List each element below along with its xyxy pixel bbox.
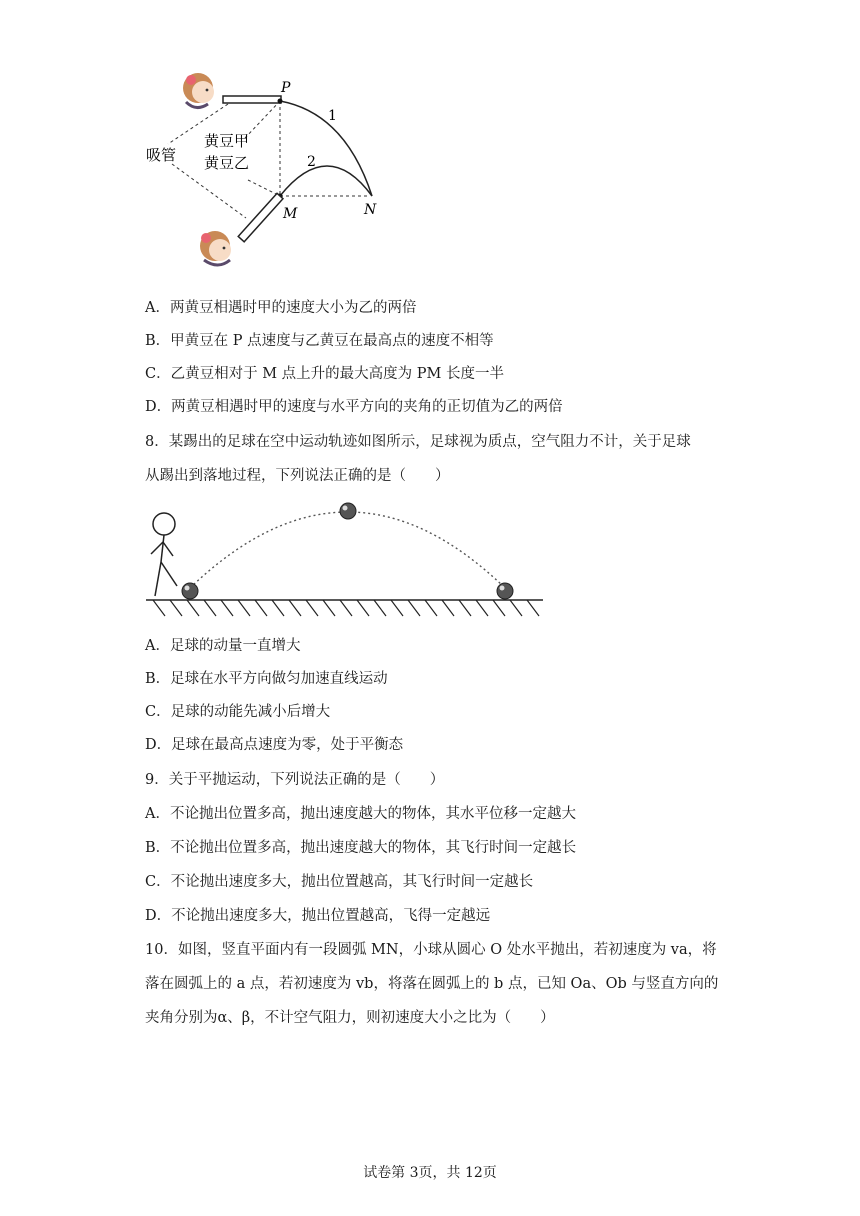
q7-option-a: A．两黄豆相遇时甲的速度大小为乙的两倍 [145, 300, 417, 316]
ball-top [340, 503, 356, 519]
football-trajectory-figure [143, 496, 553, 624]
label-P: P [281, 80, 291, 96]
q8-option-a: A．足球的动量一直增大 [145, 638, 301, 654]
kicker-figure-icon [151, 513, 177, 596]
q10-line2: 落在圆弧上的 a 点，若初速度为 vb，将落在圆弧上的 b 点，已知 Oa、Ob 与竖直方向的 [145, 976, 719, 992]
q8-option-d: D．足球在最高点速度为零，处于平衡态 [145, 737, 404, 753]
trajectory-2 [280, 166, 372, 196]
q7-option-c: C．乙黄豆相对于 M 点上升的最大高度为 PM 长度一半 [145, 366, 504, 382]
q9-option-b: B．不论抛出位置多高，抛出速度越大的物体，其飞行时间一定越长 [145, 840, 577, 856]
bean-b-label: 黄豆乙 [204, 154, 250, 172]
q9-option-a: A．不论抛出位置多高，抛出速度越大的物体，其水平位移一定越大 [145, 806, 576, 822]
q9-stem: 9．关于平抛运动，下列说法正确的是（ ） [145, 772, 445, 788]
q10-line3: 夹角分别为α、β，不计空气阻力，则初速度大小之比为（ ） [145, 1010, 555, 1026]
label-1: 1 [328, 108, 337, 124]
q8-option-c: C．足球的动能先减小后增大 [145, 704, 331, 720]
ground-hatching [153, 600, 539, 616]
q7-option-d: D．两黄豆相遇时甲的速度与水平方向的夹角的正切值为乙的两倍 [145, 399, 563, 415]
ball-start [182, 583, 198, 599]
q9-option-c: C．不论抛出速度多大，抛出位置越高，其飞行时间一定越长 [145, 874, 534, 890]
girl-top-icon [183, 73, 214, 108]
q8-stem-line2: 从踢出到落地过程，下列说法正确的是（ ） [145, 468, 450, 484]
label-M: M [283, 206, 298, 222]
q9-option-d: D．不论抛出速度多大，抛出位置越高，飞得一定越远 [145, 908, 491, 924]
bean-trajectory-figure [146, 68, 400, 286]
girl-bottom-icon [200, 231, 231, 265]
q7-option-b: B．甲黄豆在 P 点速度与乙黄豆在最高点的速度不相等 [145, 333, 494, 349]
page-footer: 试卷第 3页，共 12页 [363, 1165, 497, 1181]
bean-a-label: 黄豆甲 [204, 132, 250, 150]
q8-option-b: B．足球在水平方向做匀加速直线运动 [145, 671, 388, 687]
balls [182, 503, 513, 599]
ball-trajectory [190, 512, 505, 588]
label-2: 2 [307, 154, 316, 170]
dashed-guides [168, 101, 370, 218]
straw-top [223, 96, 281, 103]
q10-line1: 10．如图，竖直平面内有一段圆弧 MN，小球从圆心 O 处水平抛出，若初速度为 va，将 [145, 942, 717, 958]
point-P [278, 99, 283, 104]
ball-end [497, 583, 513, 599]
straw-label: 吸管 [146, 146, 177, 164]
q8-stem-line1: 8．某踢出的足球在空中运动轨迹如图所示，足球视为质点，空气阻力不计，关于足球 [145, 434, 691, 450]
label-N: N [364, 202, 377, 218]
